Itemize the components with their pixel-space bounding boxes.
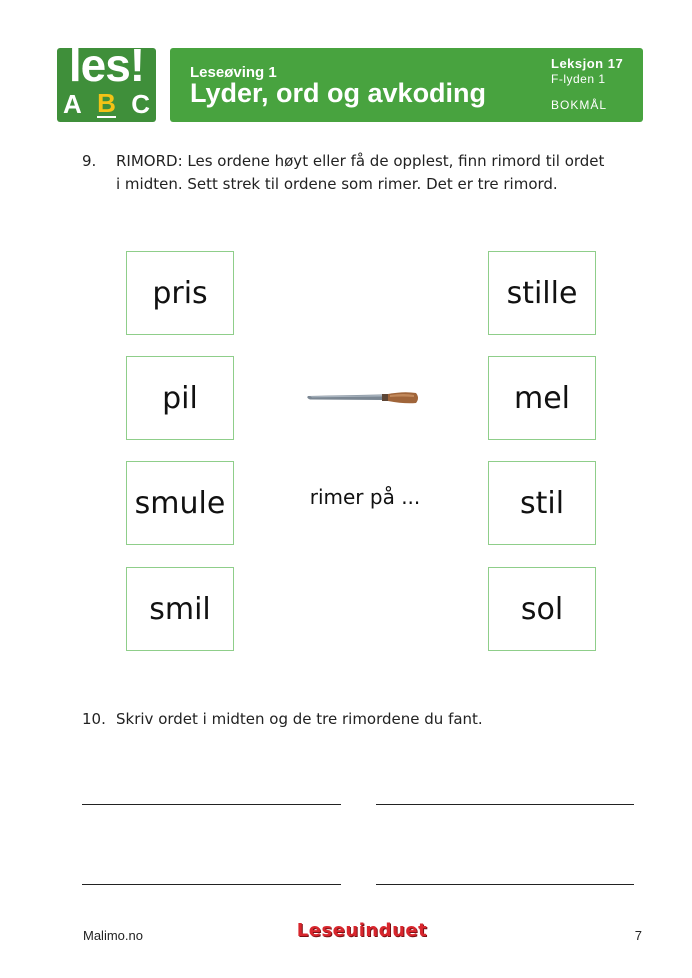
left-word-card[interactable]: pris [126, 251, 234, 335]
task-9-number: 9. [82, 152, 97, 170]
task-10-number: 10. [82, 710, 106, 728]
lesson-label: Leksjon 17 [551, 56, 624, 71]
logo-letter-a: A [63, 89, 82, 119]
writing-line[interactable] [376, 804, 634, 805]
sound-label: F-lyden 1 [551, 72, 606, 86]
logo-letters [63, 90, 150, 118]
worksheet-subtitle: Leseøving 1 [190, 64, 277, 81]
left-word-card[interactable]: smil [126, 567, 234, 651]
task-9-instructions [82, 150, 642, 198]
page-number: 7 [634, 928, 642, 943]
writing-line[interactable] [376, 884, 634, 885]
logo-letter-c: C [131, 89, 150, 119]
writing-line[interactable] [82, 884, 341, 885]
right-word-card[interactable]: sol [488, 567, 596, 651]
task-10-text: Skriv ordet i midten og de tre rimordene du fant. [116, 710, 483, 728]
leseuinduet-logo: Leseuinduet [296, 920, 428, 941]
knife-icon [306, 389, 420, 407]
right-word-card[interactable]: stil [488, 461, 596, 545]
right-word-card[interactable]: stille [488, 251, 596, 335]
header-banner [170, 48, 643, 122]
rhymes-with-label: rimer på ... [309, 485, 421, 509]
task-9-line-2: i midten. Sett strek til ordene som rimer. Det er tre rimord. [116, 175, 558, 193]
logo-wordmark: les! [68, 39, 145, 91]
footer-site: Malimo.no [83, 928, 143, 943]
language-label: BOKMÅL [551, 98, 608, 112]
writing-line[interactable] [82, 804, 341, 805]
task-10-instructions [82, 708, 642, 732]
left-word-card[interactable]: smule [126, 461, 234, 545]
task-9-line-1: RIMORD: Les ordene høyt eller få de opplest, finn rimord til ordet [116, 152, 605, 170]
logo-letter-b: B [97, 88, 116, 118]
worksheet-title: Lyder, ord og avkoding [190, 78, 487, 108]
right-word-card[interactable]: mel [488, 356, 596, 440]
les-abc-logo [57, 39, 156, 122]
left-word-card[interactable]: pil [126, 356, 234, 440]
